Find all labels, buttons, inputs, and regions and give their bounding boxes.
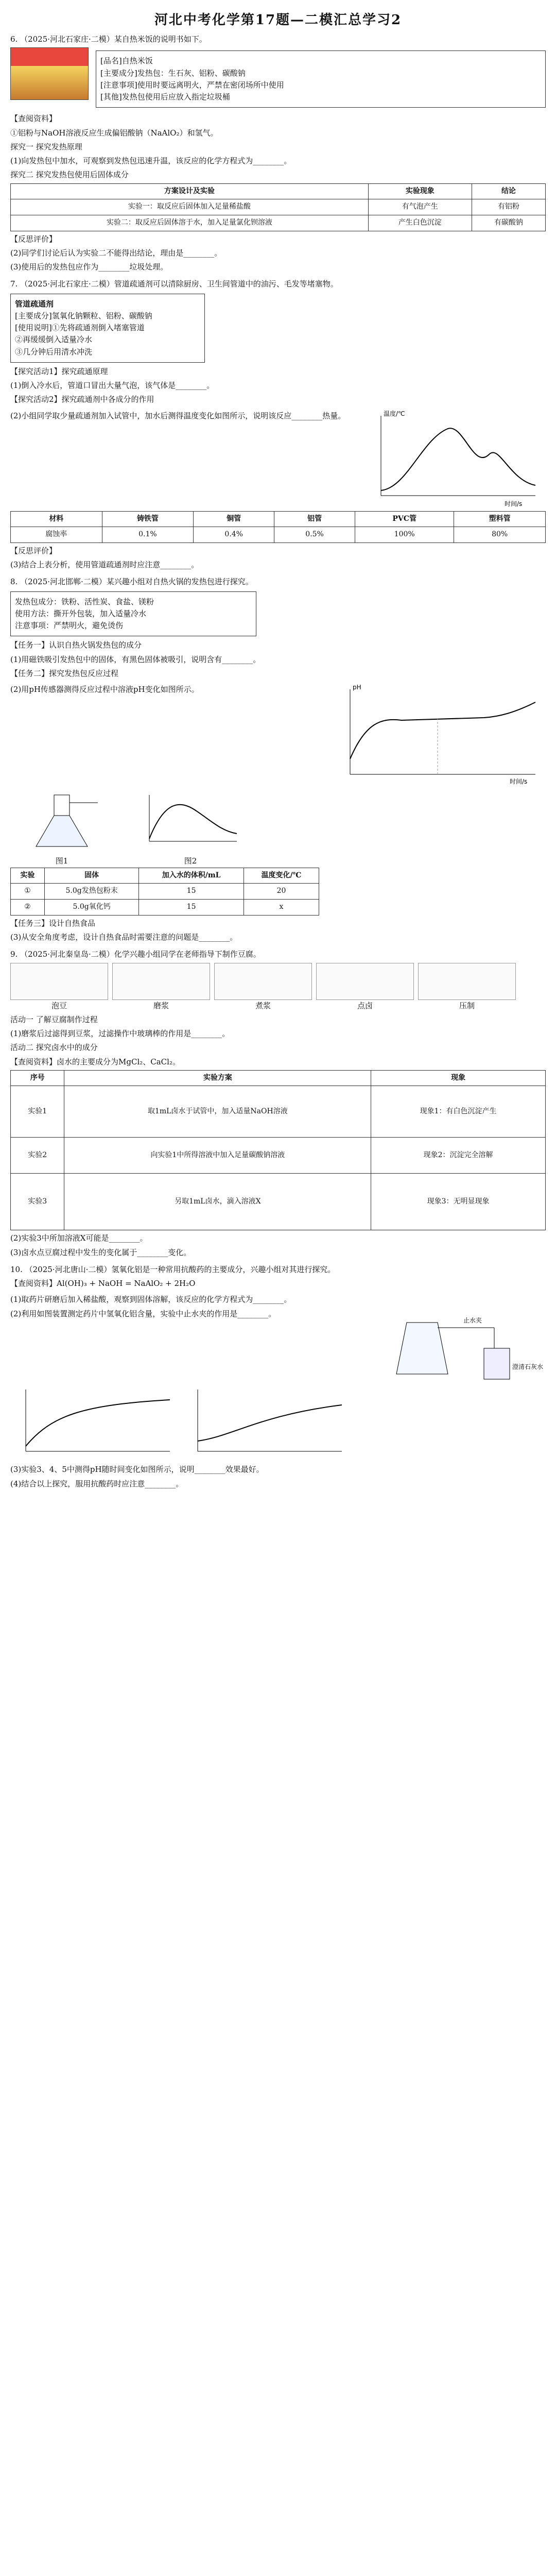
q7-box-line: ②再缓缓倒入适量冷水: [15, 335, 93, 345]
q8-figure-row: [10, 682, 546, 790]
q7-t1-text: (1)倒入冷水后，管道口冒出大量气泡，该气体是________。: [10, 381, 215, 391]
q7-th: PVC管: [355, 511, 454, 527]
q7-th: 塑料管: [454, 511, 546, 527]
q9-task1: 活动一 了解豆腐制作过程: [10, 1014, 98, 1024]
table-row: [11, 215, 546, 231]
question-6: [10, 33, 546, 273]
q6-th: 方案设计及实验: [11, 183, 369, 199]
q10-text-col: [10, 1292, 384, 1322]
q6-cell: 有铝粉: [472, 199, 545, 215]
q6-cell: 产生白色沉淀: [368, 215, 472, 231]
q8-chart-xlabel: 时间/s: [510, 778, 528, 786]
q7-t3: 【反思评价】: [10, 546, 57, 555]
q6-r1: (2)同学们讨论后认为实验二不能得出结论，理由是________。: [10, 248, 222, 258]
process-step: [418, 963, 516, 1012]
q6-info-box: [96, 50, 546, 108]
boiling-image: [214, 963, 312, 1000]
q7-box-line: [主要成分]氢氧化钠颗粒、铝粉、碳酸钠: [15, 311, 152, 320]
q7-t1: 【探究活动1】探究疏通原理: [10, 366, 108, 376]
q6-table: [10, 183, 546, 231]
q7-box-line: 管道疏通剂: [15, 299, 54, 309]
q7-cell: 腐蚀率: [11, 527, 102, 543]
q10-apparatus: [391, 1292, 546, 1384]
q6-th: 结论: [472, 183, 545, 199]
q8-ph-curve: [350, 702, 535, 759]
q10-p1: 【查阅资料】Al(OH)₃ + NaOH = NaAlO₂ + 2H₂O: [10, 1279, 196, 1289]
q8-figures: [10, 790, 546, 868]
question-9: [10, 948, 546, 1259]
q7-intro: 7. （2025·河北石家庄·二模）管道疏通剂可以清除厨房、卫生间管道中的油污、毛发等堵塞物。: [10, 279, 338, 289]
q8-cell: ①: [11, 884, 45, 900]
process-step: [214, 963, 312, 1012]
process-step: [112, 963, 210, 1012]
q6-info-row: [10, 47, 546, 111]
q7-cell: 0.1%: [102, 527, 194, 543]
q7-cell: 0.4%: [194, 527, 274, 543]
q8-cell: x: [244, 900, 319, 916]
q10-intro: 10. （2025·河北唐山·二模）氢氧化铝是一种常用抗酸药的主要成分，兴趣小组对其进行探究。: [10, 1264, 336, 1274]
q8-cell: 20: [244, 884, 319, 900]
q10-label-lime: 澄清石灰水: [512, 1363, 544, 1371]
question-10: [10, 1264, 546, 1490]
q8-task2: 【任务二】探究发热包反应过程: [10, 668, 119, 678]
q8-task2-text: (2)用pH传感器测得反应过程中溶液pH变化如图所示。: [10, 685, 199, 694]
q7-figure-row: [10, 408, 546, 511]
q8-figure-1: [10, 790, 113, 868]
q9-cell: 实验1: [11, 1086, 64, 1138]
q6-cell: 实验二：取反应后固体溶于水，加入足量氯化钡溶液: [11, 215, 369, 231]
q6-p1: ①铝粉与NaOH溶液反应生成偏铝酸钠（NaAlO₂）和氢气。: [10, 128, 218, 138]
q8-task1: 【任务一】认识自热火锅发热包的成分: [10, 640, 142, 650]
q8-th: 加入水的体积/mL: [139, 868, 244, 884]
q6-analysis-label: 【查阅资料】: [10, 114, 57, 124]
q10-row: [10, 1292, 546, 1384]
q10-p2: (1)取药片研磨后加入稀盐酸，观察到固体溶解，该反应的化学方程式为________。: [10, 1295, 292, 1304]
q6-task2: 探究二 探究发热包使用后固体成分: [10, 170, 129, 180]
q6-task1: 探究一 探究发热原理: [10, 142, 82, 151]
q9-intro: 9. （2025·河北秦皇岛·二模）化学兴趣小组同学在老师指导下制作豆腐。: [10, 950, 261, 959]
q6-box-line: [其他]发热包使用后应放入指定垃圾桶: [100, 92, 230, 101]
q7-cell: 0.5%: [274, 527, 355, 543]
process-step-label: 煮浆: [255, 1001, 271, 1010]
table-row: [11, 884, 319, 900]
q10-p4: (3)实验3、4、5中测得pH随时间变化如图所示，说明________效果最好。: [10, 1465, 264, 1475]
self-heating-rice-image: [10, 47, 89, 100]
q6-th: 实验现象: [368, 183, 472, 199]
q6-box-line: [品名]自热米饭: [100, 56, 153, 66]
table-row: [11, 1086, 546, 1138]
q8-th: 温度变化/℃: [244, 868, 319, 884]
table-row: [11, 1138, 546, 1174]
q8-info-box: [10, 591, 256, 637]
flask-apparatus-icon: [21, 790, 103, 852]
q10-label-clip: 止水夹: [463, 1317, 482, 1325]
q7-temperature-curve: [381, 428, 535, 490]
q7-th: 铜管: [194, 511, 274, 527]
q7-info-box: [10, 294, 205, 363]
q8-cell: 15: [139, 884, 244, 900]
table-row: [11, 527, 546, 543]
q7-chart-xlabel: 时间/s: [505, 500, 523, 507]
question-8: [10, 576, 546, 943]
q8-chart-ylabel: pH: [353, 684, 361, 691]
q9-cell: 取1mL卤水于试管中，加入适量NaOH溶液: [64, 1086, 371, 1138]
q7-table: [10, 511, 546, 543]
q7-cell: 100%: [355, 527, 454, 543]
q10-chart-2: [182, 1384, 347, 1462]
q9-cell: 实验2: [11, 1138, 64, 1174]
table-row: [11, 900, 319, 916]
q6-cell: 有碳酸钠: [472, 215, 545, 231]
q6-reflect: 【反思评价】: [10, 234, 57, 244]
q8-fig1-label: 图1: [55, 856, 68, 866]
q7-th: 材料: [11, 511, 102, 527]
q9-reflect: (2)实验3中所加溶液X可能是________。: [10, 1233, 148, 1243]
q9-process-steps: [10, 963, 546, 1012]
process-step-label: 磨浆: [153, 1001, 169, 1010]
q7-cell: 80%: [454, 527, 546, 543]
q9-cell: 实验3: [11, 1174, 64, 1230]
q8-task1-text: (1)用磁铁吸引发热包中的固体，有黑色固体被吸引，说明含有________。: [10, 654, 261, 664]
q8-table: [10, 868, 319, 916]
q9-cell: 现象1：有白色沉淀产生: [371, 1086, 546, 1138]
table-row: [11, 1174, 546, 1230]
q8-cell: 15: [139, 900, 244, 916]
q10-p5: (4)结合以上探究，服用抗酸药时应注意________。: [10, 1479, 184, 1488]
q10-charts: [10, 1384, 546, 1462]
q8-cell: 5.0g氧化钙: [44, 900, 138, 916]
q8-intro: 8. （2025·河北邯郸·二模）某兴趣小组对自热火锅的发热包进行探究。: [10, 577, 253, 587]
q8-task3-text: (3)从安全角度考虑，设计自热食品时需要注意的问题是________。: [10, 933, 238, 942]
q6-r2: (3)使用后的发热包应作为________垃圾处理。: [10, 262, 168, 272]
q7-box-line: [使用说明]①先将疏通剂倒入堵塞管道: [15, 323, 145, 333]
q9-th: 序号: [11, 1070, 64, 1086]
q9-table: [10, 1070, 546, 1231]
process-step-label: 点卤: [357, 1001, 373, 1010]
q9-cell: 现象2：沉淀完全溶解: [371, 1138, 546, 1174]
q10-p3: (2)利用如图装置测定药片中氢氧化铝含量，实验中止水夹的作用是________。: [10, 1309, 276, 1318]
q6-box-line: [主要成分]发热包：生石灰、铝粉、碳酸钠: [100, 68, 246, 78]
q7-box-line: ③几分钟后用清水冲洗: [15, 347, 93, 357]
q9-th: 现象: [371, 1070, 546, 1086]
q7-chart-ylabel: 温度/℃: [384, 410, 405, 417]
question-7: [10, 278, 546, 571]
q7-temperature-chart: [360, 408, 546, 511]
q6-task1-text: (1)向发热包中加水，可观察到发热包迅速升温，该反应的化学方程式为________。: [10, 156, 292, 165]
q9-task1-text: (1)磨浆后过滤得到豆浆，过滤操作中玻璃棒的作用是________。: [10, 1029, 230, 1038]
q8-th: 实验: [11, 868, 45, 884]
q9-th: 实验方案: [64, 1070, 371, 1086]
process-step: [10, 963, 108, 1012]
q8-ph-chart: [329, 682, 546, 790]
q7-th: 铝管: [274, 511, 355, 527]
q8-task3: 【任务三】设计自热食品: [10, 918, 96, 928]
q7-t2: 【探究活动2】探究疏通剂中各成分的作用: [10, 395, 154, 404]
process-step-label: 压制: [459, 1001, 475, 1010]
process-step-label: 泡豆: [51, 1001, 67, 1010]
brine-image: [316, 963, 414, 1000]
q8-temperature-mini-chart: [139, 790, 242, 852]
q8-box-line: 使用方法：撕开外包装，加入适量冷水: [15, 608, 147, 618]
q7-t2-text: (2)小组同学取少量疏通剂加入试管中，加水后测得温度变化如图所示，说明该反应________热量。: [10, 411, 346, 420]
q8-figure-2: [134, 790, 247, 868]
q6-cell: 实验一：取反应后固体加入足量稀盐酸: [11, 199, 369, 215]
q9-cell: 向实验1中所得溶液中加入足量碳酸钠溶液: [64, 1138, 371, 1174]
q9-task2: 活动二 探究卤水中的成分: [10, 1043, 98, 1053]
q7-t3-text: (3)结合上表分析，使用管道疏通剂时应注意________。: [10, 560, 199, 570]
q6-intro: 6. （2025·河北石家庄·二模）某自热米饭的说明书如下。: [10, 35, 207, 44]
q6-cell: 有气泡产生: [368, 199, 472, 215]
process-step: [316, 963, 414, 1012]
q10-chart-1: [10, 1384, 175, 1462]
grinding-image: [112, 963, 210, 1000]
q6-box-line: [注意事项]使用时要远离明火，严禁在密闭场所中使用: [100, 80, 284, 90]
q8-cell: 5.0g发热包粉末: [44, 884, 138, 900]
q9-cell: 另取1mL卤水，滴入溶液X: [64, 1174, 371, 1230]
table-row: [11, 199, 546, 215]
q9-reflect2: (3)卤水点豆腐过程中发生的变化属于________变化。: [10, 1247, 192, 1257]
q9-task2-text: 【查阅资料】卤水的主要成分为MgCl₂、CaCl₂。: [10, 1057, 180, 1066]
q7-th: 铸铁管: [102, 511, 194, 527]
q8-box-line: 发热包成分：铁粉、活性炭、食盐、镁粉: [15, 597, 154, 606]
soybean-image: [10, 963, 108, 1000]
page-title: 河北中考化学第17题—二模汇总学习2: [154, 12, 402, 28]
q9-cell: 现象3：无明显现象: [371, 1174, 546, 1230]
q8-box-line: 注意事项：严禁明火，避免烫伤: [15, 621, 124, 631]
q8-th: 固体: [44, 868, 138, 884]
q8-fig2-label: 图2: [184, 856, 197, 866]
q8-cell: ②: [11, 900, 45, 916]
tofu-image: [418, 963, 516, 1000]
